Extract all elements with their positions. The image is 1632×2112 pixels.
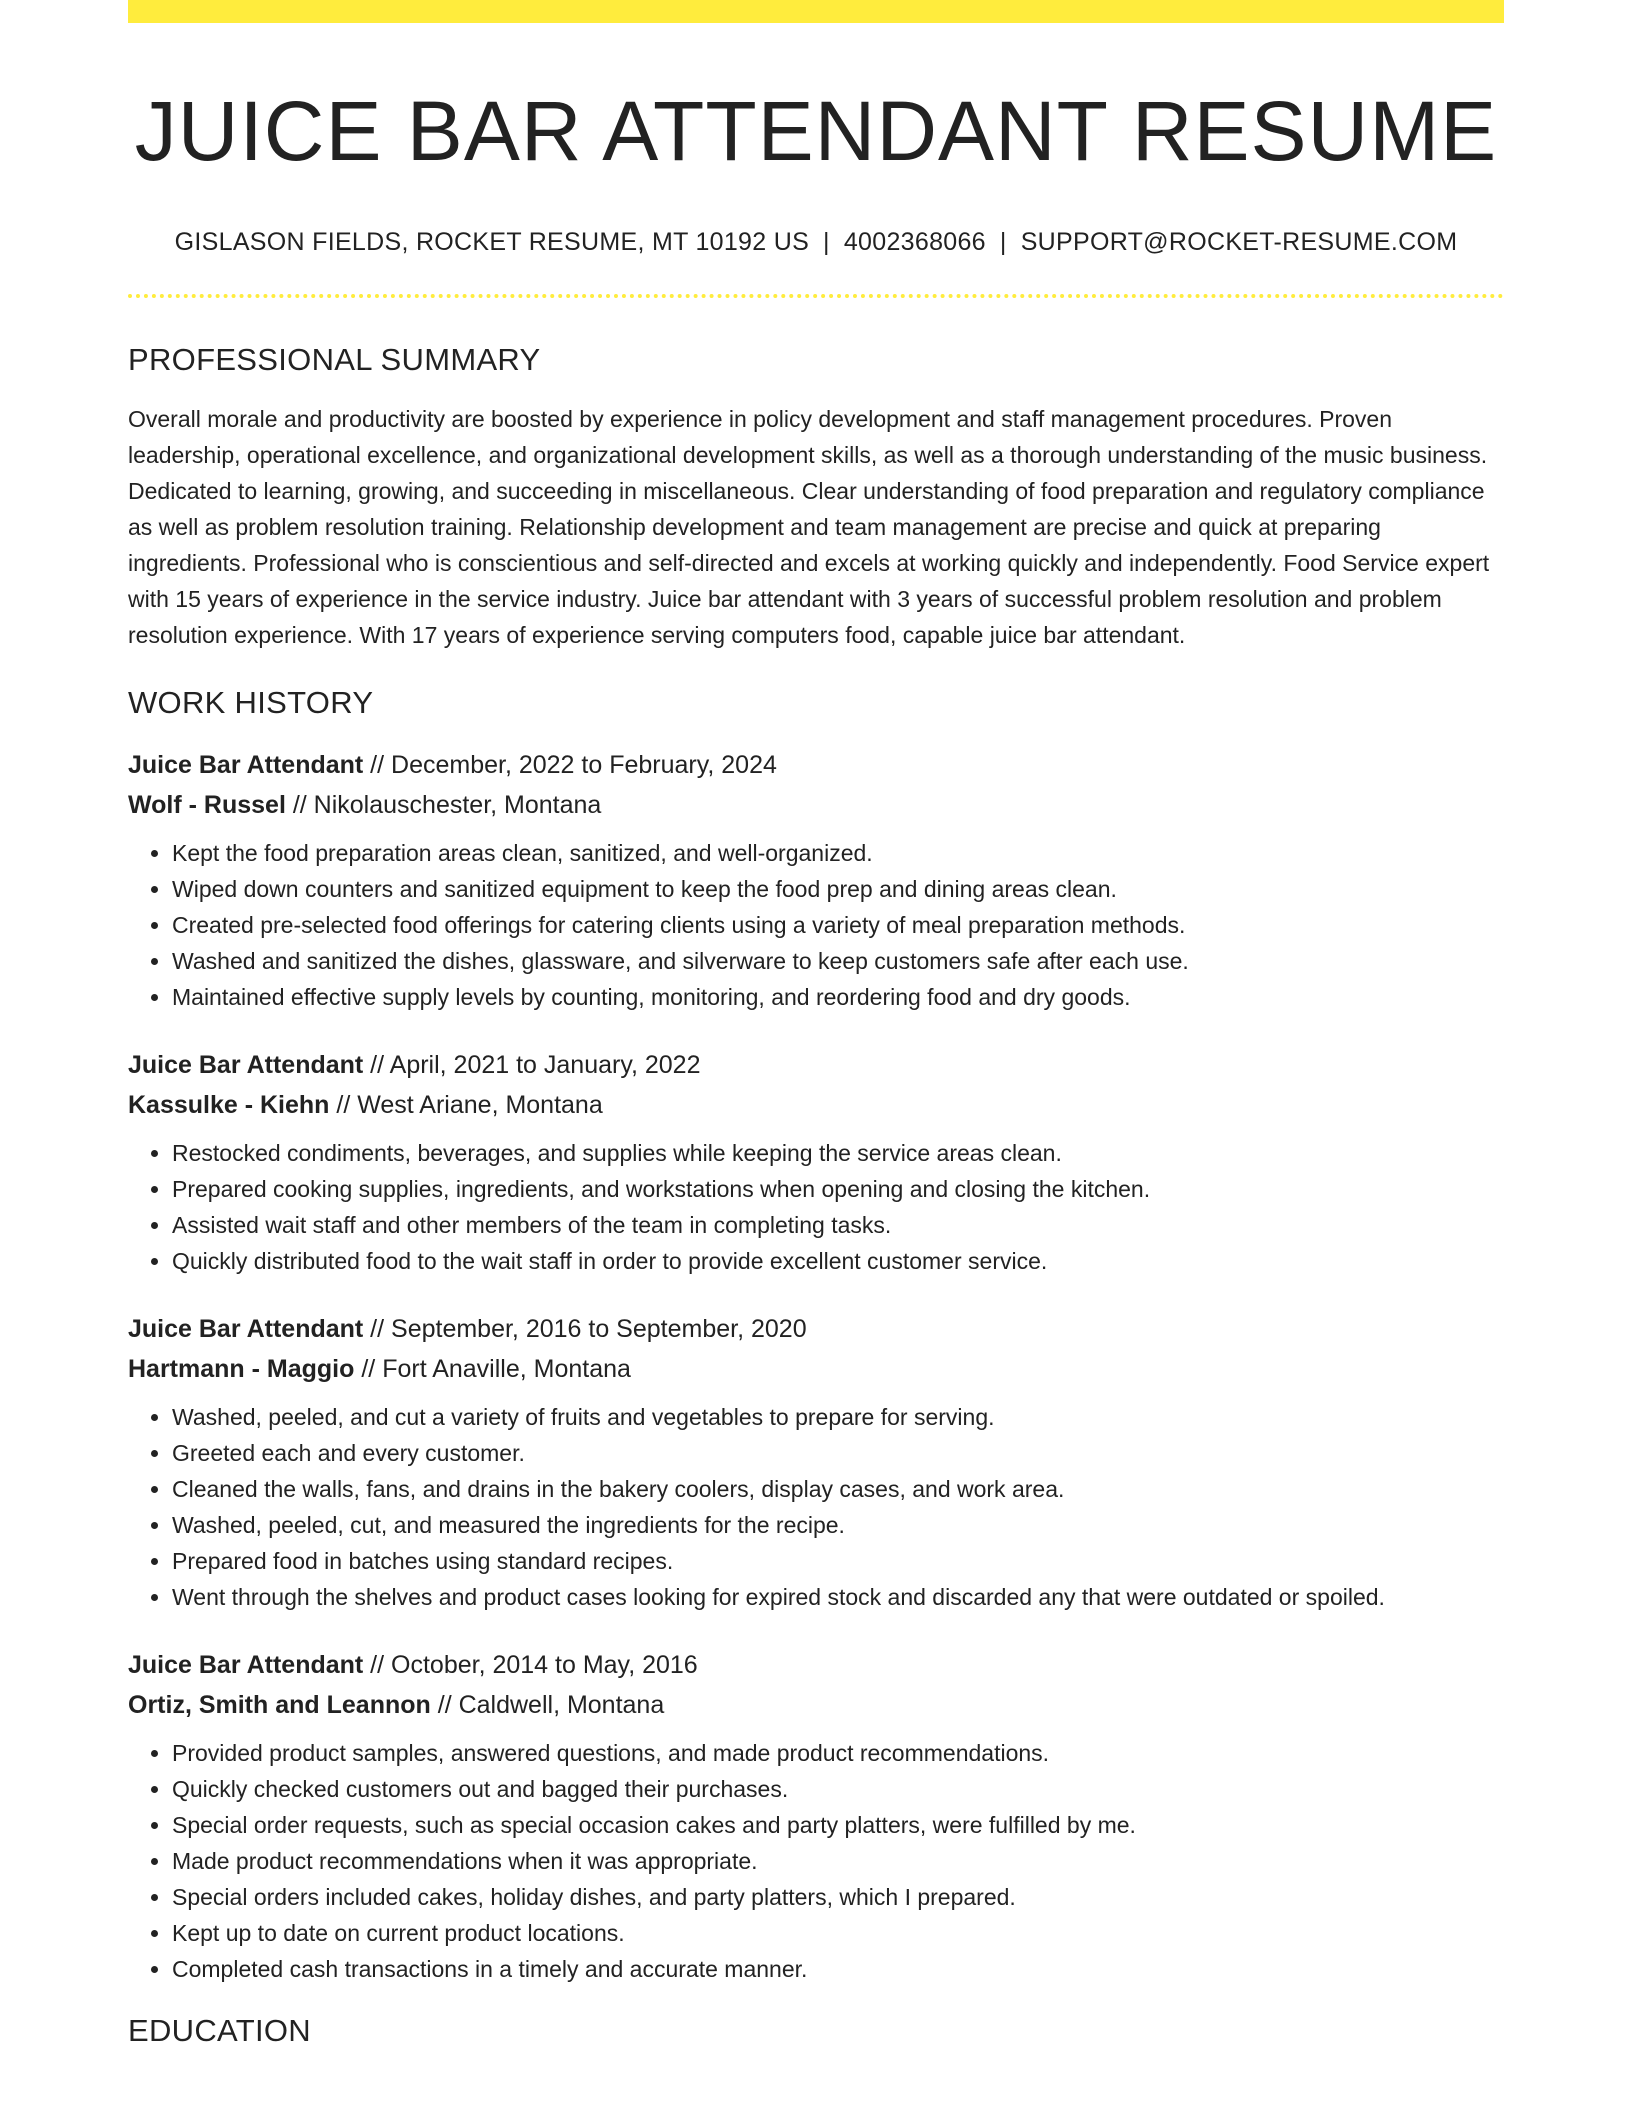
work-history-heading: WORK HISTORY [128,684,374,720]
job-company-line [128,1349,1504,1389]
job-company: Kassulke - Kiehn [128,1090,330,1119]
list-item: • Created pre-selected food offerings for catering clients using a variety of meal preparation methods. [172,907,1504,943]
contact-phone: 4002368066 [843,227,986,256]
list-item: • Assisted wait staff and other members of the team in completing tasks. [172,1207,1504,1243]
list-item: • Went through the shelves and product cases looking for expired stock and discarded any that were outdated or spoiled. [172,1579,1504,1615]
education-heading: EDUCATION [128,2012,311,2048]
job-entry [128,1645,1504,1987]
list-item: • Wiped down counters and sanitized equipment to keep the food prep and dining areas clean. [172,871,1504,907]
list-item: • Kept the food preparation areas clean, sanitized, and well-organized. [172,835,1504,871]
job-company: Hartmann - Maggio [128,1354,355,1383]
list-item: • Washed, peeled, cut, and measured the ingredients for the recipe. [172,1507,1504,1543]
job-bullets [128,1135,1504,1279]
list-item: • Prepared cooking supplies, ingredients, and workstations when opening and closing the kitchen. [172,1171,1504,1207]
job-location: // West Ariane, Montana [329,1090,603,1119]
job-company-line [128,1085,1504,1125]
dotted-divider [128,294,1504,298]
job-title: Juice Bar Attendant [128,1050,364,1079]
job-title-line [128,745,1504,785]
work-history-list [128,745,1504,1987]
job-bullets [128,1399,1504,1615]
job-entry [128,745,1504,1015]
job-dates: // April, 2021 to January, 2022 [363,1050,701,1079]
job-location: // Fort Anaville, Montana [354,1354,631,1383]
list-item: • Washed and sanitized the dishes, glassware, and silverware to keep customers safe after each use. [172,943,1504,979]
job-entry [128,1045,1504,1279]
list-item: • Special orders included cakes, holiday dishes, and party platters, which I prepared. [172,1879,1504,1915]
list-item: • Greeted each and every customer. [172,1435,1504,1471]
job-location: // Nikolauschester, Montana [285,790,602,819]
job-dates: // December, 2022 to February, 2024 [363,750,777,779]
list-item: • Special order requests, such as special occasion cakes and party platters, were fulfilled by me. [172,1807,1504,1843]
job-title-line [128,1645,1504,1685]
list-item: • Restocked condiments, beverages, and supplies while keeping the service areas clean. [172,1135,1504,1171]
list-item: • Made product recommendations when it was appropriate. [172,1843,1504,1879]
job-entry [128,1309,1504,1615]
list-item: • Provided product samples, answered questions, and made product recommendations. [172,1735,1504,1771]
list-item: • Quickly checked customers out and bagged their purchases. [172,1771,1504,1807]
job-company: Wolf - Russel [128,790,286,819]
list-item: • Quickly distributed food to the wait staff in order to provide excellent customer service. [172,1243,1504,1279]
job-company: Ortiz, Smith and Leannon [128,1690,431,1719]
summary-heading: PROFESSIONAL SUMMARY [128,342,541,378]
summary-text: Overall morale and productivity are boosted by experience in policy development and staff management procedures. Proven leadership, operational excellence, and organizational development skills, as well as a thorough understanding of the music business. Dedicated to learning, growing, and succeeding in miscellaneous. Clear understanding of food preparation and regulatory compliance as well as problem resolution training. Relationship development and team management are precise and quick at preparing ingredients. Professional who is conscientious and self-directed and excels at working quickly and independently. Food Service expert with 15 years of experience in the service industry. Juice bar attendant with 3 years of successful problem resolution and problem resolution experience. With 17 years of experience serving computers food, capable juice bar attendant. [128,405,1490,648]
contact-email: SUPPORT@ROCKET-RESUME.COM [1020,227,1458,256]
list-item: • Kept up to date on current product locations. [172,1915,1504,1951]
contact-address: GISLASON FIELDS, ROCKET RESUME, MT 10192 US [174,227,810,256]
list-item: • Cleaned the walls, fans, and drains in the bakery coolers, display cases, and work area. [172,1471,1504,1507]
job-dates: // September, 2016 to September, 2020 [363,1314,807,1343]
top-accent-bar [128,0,1504,23]
job-bullets [128,1735,1504,1987]
job-dates: // October, 2014 to May, 2016 [363,1650,698,1679]
list-item: • Washed, peeled, and cut a variety of fruits and vegetables to prepare for serving. [172,1399,1504,1435]
job-company-line [128,785,1504,825]
job-title-line [128,1309,1504,1349]
job-title: Juice Bar Attendant [128,1650,364,1679]
resume-page [128,0,1504,2051]
job-company-line [128,1685,1504,1725]
job-location: // Caldwell, Montana [430,1690,665,1719]
resume-title: JUICE BAR ATTENDANT RESUME [134,84,1498,178]
job-bullets [128,835,1504,1015]
job-title: Juice Bar Attendant [128,1314,364,1343]
contact-separator: | [823,227,830,256]
list-item: • Completed cash transactions in a timely and accurate manner. [172,1951,1504,1987]
job-title: Juice Bar Attendant [128,750,364,779]
contact-line [128,226,1504,259]
contact-separator: | [999,227,1007,256]
job-title-line [128,1045,1504,1085]
list-item: • Maintained effective supply levels by counting, monitoring, and reordering food and dry goods. [172,979,1504,1015]
list-item: • Prepared food in batches using standard recipes. [172,1543,1504,1579]
